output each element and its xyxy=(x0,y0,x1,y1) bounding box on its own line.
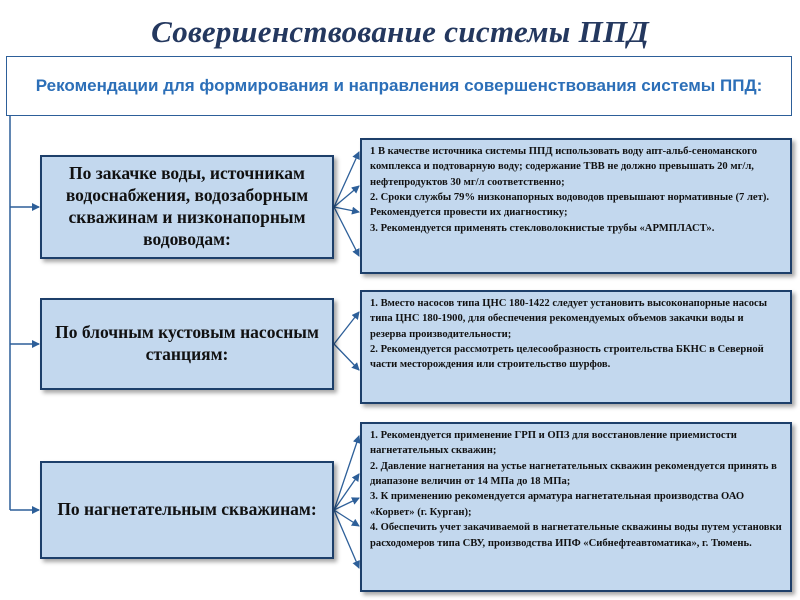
detail-item: 2. Давление нагнетания на устье нагнетательных скважин рекомендуется принять в диапазоне величин от 14 МПа до 18 МПа; xyxy=(370,460,777,488)
detail-item: 4. Обеспечить учет закачиваемой в нагнетательные скважины воды путем установки расходомеров типа СВУ, производства ИПФ «Сибнефтеавтоматика», г. Тюмень. xyxy=(370,522,782,549)
category-pump-stations: По блочным кустовым насосным станциям: xyxy=(40,298,334,390)
category-injection-wells: По нагнетательным скважинам: xyxy=(40,461,334,559)
detail-item: 1 В качестве источника системы ППД использовать воду апт-альб-сеноманского комплекса и подтоварную воду; содержание ТВВ не должно превышать 20 мг/л, нефтепродуктов 30 мг/л соответственно; xyxy=(370,146,758,188)
detail-item: 2. Рекомендуется рассмотреть целесообразность строительства БКНС в Северной части месторождения или строительство шурфов. xyxy=(370,344,764,371)
detail-water-injection xyxy=(360,138,792,274)
detail-item: 1. Вместо насосов типа ЦНС 180-1422 следует установить высоконапорные насосы типа ЦНС 180-1900, для обеспечения рекомендуемых объемов закачки воды и резерва производительности; xyxy=(370,298,768,340)
recommendations-banner: Рекомендации для формирования и направления совершенствования системы ППД: xyxy=(6,56,792,116)
category-water-injection: По закачке воды, источникам водоснабжения, водозаборным скважинам и низконапорным водоводам: xyxy=(40,155,334,259)
detail-item: 2. Сроки службы 79% низконапорных водоводов превышают нормативные (7 лет). Рекомендуется провести их диагностику; xyxy=(370,192,770,219)
page-title: Совершенствование системы ППД xyxy=(151,14,649,49)
detail-injection-wells xyxy=(360,422,792,592)
detail-pump-stations xyxy=(360,290,792,404)
detail-item: 3. К применению рекомендуется арматура нагнетательная производства ОАО «Корвет» (г. Курган); xyxy=(370,491,745,518)
detail-item: 3. Рекомендуется применять стекловолокнистые трубы «АРМПЛАСТ». xyxy=(370,222,715,234)
detail-item: 1. Рекомендуется применение ГРП и ОПЗ для восстановление приемистости нагнетательных скважин; xyxy=(370,430,737,457)
